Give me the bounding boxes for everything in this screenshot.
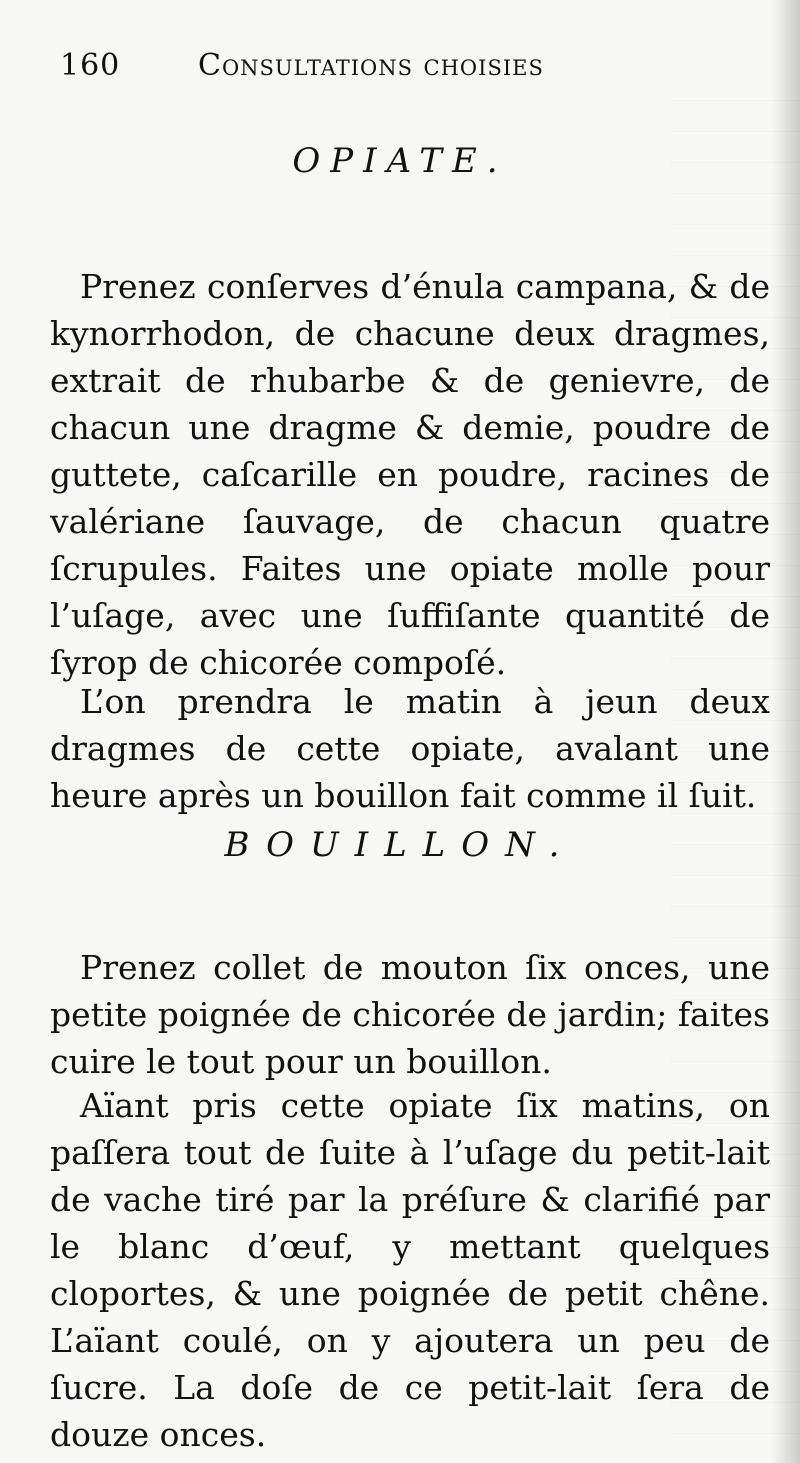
running-head xyxy=(60,48,750,94)
section-heading-opiate: OPIATE. xyxy=(292,141,508,181)
paragraph-petit-lait: Aïant pris cette opiate ſix matins, on paſſera tout de ſuite à l’uſage du petit-lait de vache tiré par la préſure & clarifié par le blanc d’œuf, y mettant quelques cloportes, & une poignée de petit chêne. L’aïant coulé, on y ajoutera un peu de ſucre. La doſe de ce petit-lait ſera de douze onces. xyxy=(50,1086,770,1454)
paragraph-dosage-opiate: L’on prendra le matin à jeun deux dragmes de cette opiate, avalant une heure après un bouillon fait comme il ſuit. xyxy=(50,682,770,815)
paragraph-prescription-bouillon: Prenez collet de mouton ſix onces, une petite poignée de chicorée de jardin; faites cuire le tout pour un bouillon. xyxy=(50,948,770,1081)
section-heading-bouillon: BOUILLON. xyxy=(224,825,576,865)
running-title: Consultations choisies xyxy=(198,48,544,83)
page-number: 160 xyxy=(60,48,121,83)
paragraph-prescription-opiate: Prenez conſerves d’énula campana, & de kynorrhodon, de chacune deux dragmes, extrait de rhubarbe & de genievre, de chacun une dragme & demie, poudre de guttete, caſcarille en poudre, racines de valériane ſauvage, de chacun quatre ſcrupules. Faites une opiate molle pour l’uſage, avec une ſuffiſante quantité de ſyrop de chicorée compoſé. xyxy=(50,267,770,682)
page-edge-shadow xyxy=(772,0,800,1463)
